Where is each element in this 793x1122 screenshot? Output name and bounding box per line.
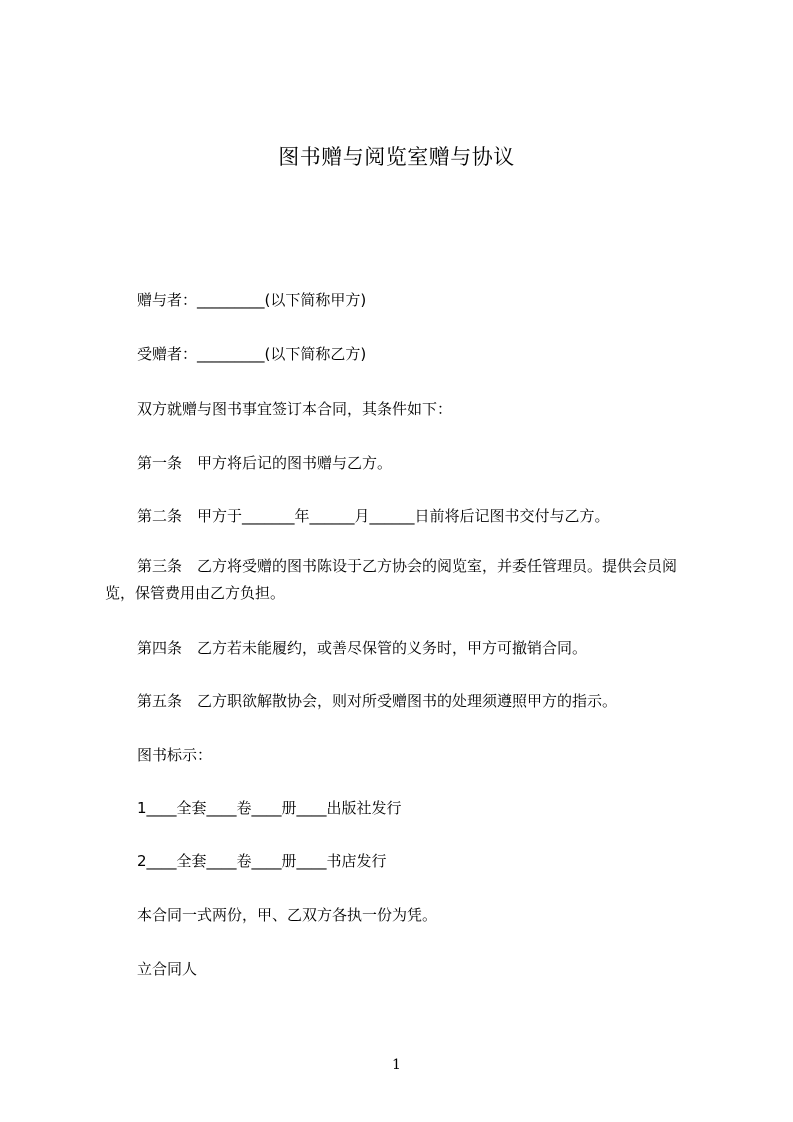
copies-line: 本合同一式两份，甲、乙双方各执一份为凭。 [137,906,438,924]
article-2: 第二条 甲方于_______年______月______日前将后记图书交付与乙方。 [137,507,610,525]
donor-line: 赠与者：_________(以下简称甲方) [137,291,367,309]
signatory-line: 立合同人 [137,960,198,978]
article-3 [105,553,705,607]
book-list-label: 图书标示： [137,746,213,764]
preamble-line: 双方就赠与图书事宜签订本合同，其条件如下： [137,400,453,418]
page-number: 1 [392,1057,401,1073]
article-1: 第一条 甲方将后记的图书赠与乙方。 [137,454,393,472]
article-4: 第四条 乙方若未能履约，或善尽保管的义务时，甲方可撤销合同。 [137,639,588,657]
book-entry-1: 1____全套____卷____册____出版社发行 [137,799,402,817]
recipient-line: 受赠者：_________(以下简称乙方) [137,345,367,363]
document-title: 图书赠与阅览室赠与协议 [278,145,515,169]
article-3-text: 第三条 乙方将受赠的图书陈设于乙方协会的阅览室，并委任管理员。提供会员阅览，保管费用由乙方负担。 [105,557,678,602]
book-entry-2: 2____全套____卷____册____书店发行 [137,852,387,870]
article-5: 第五条 乙方职欲解散协会，则对所受赠图书的处理须遵照甲方的指示。 [137,692,618,710]
